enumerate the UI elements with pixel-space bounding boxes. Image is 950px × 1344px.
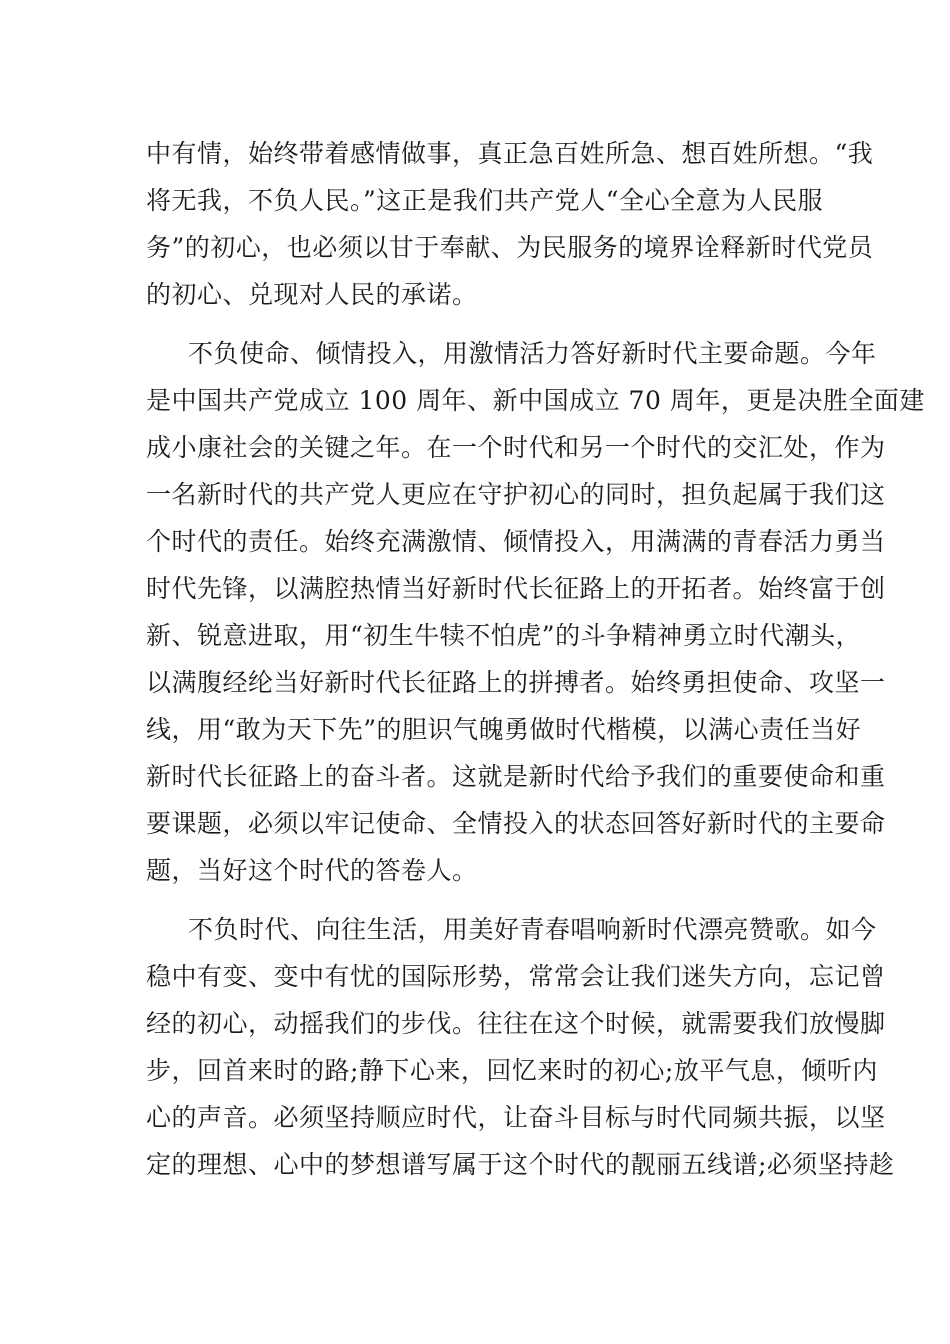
paragraph-2-line-10: 新时代长征路上的奋斗者。这就是新时代给予我们的重要使命和重 xyxy=(146,762,886,791)
paragraph-3-line-6: 定的理想、心中的梦想谱写属于这个时代的靓丽五线谱;必须坚持趁 xyxy=(146,1150,895,1179)
paragraph-2-line-7: 新、锐意进取，用“初生牛犊不怕虎”的斗争精神勇立时代潮头， xyxy=(146,621,862,650)
paragraph-2-line-4: 一名新时代的共产党人更应在守护初心的同时，担负起属于我们这 xyxy=(146,480,886,509)
paragraph-3-line-4: 步，回首来时的路;静下心来，回忆来时的初心;放平气息，倾听内 xyxy=(146,1056,878,1085)
paragraph-2-line-12: 题，当好这个时代的答卷人。 xyxy=(146,856,478,885)
paragraph-3-line-1: 不负时代、向往生活，用美好青春唱响新时代漂亮赞歌。如今 xyxy=(188,915,877,944)
paragraph-1-line-4: 的初心、兑现对人民的承诺。 xyxy=(146,280,478,309)
paragraph-1-line-1: 中有情，始终带着感情做事，真正急百姓所急、想百姓所想。“我 xyxy=(146,139,874,168)
paragraph-2-line-9: 线，用“敢为天下先”的胆识气魄勇做时代楷模，以满心责任当好 xyxy=(146,715,862,744)
paragraph-3-line-5: 心的声音。必须坚持顺应时代，让奋斗目标与时代同频共振，以坚 xyxy=(146,1103,886,1132)
paragraph-1-line-2: 将无我，不负人民。”这正是我们共产党人“全心全意为人民服 xyxy=(146,186,824,215)
paragraph-3-line-3: 经的初心，动摇我们的步伐。往往在这个时候，就需要我们放慢脚 xyxy=(146,1009,886,1038)
paragraph-3-line-2: 稳中有变、变中有忧的国际形势，常常会让我们迷失方向，忘记曾 xyxy=(146,962,886,991)
paragraph-2-line-6: 时代先锋，以满腔热情当好新时代长征路上的开拓者。始终富于创 xyxy=(146,574,886,603)
paragraph-2-line-8: 以满腹经纶当好新时代长征路上的拼搏者。始终勇担使命、攻坚一 xyxy=(146,668,886,697)
paragraph-2-line-1: 不负使命、倾情投入，用激情活力答好新时代主要命题。今年 xyxy=(188,339,877,368)
paragraph-1-line-3: 务”的初心，也必须以甘于奉献、为民服务的境界诠释新时代党员 xyxy=(146,233,874,262)
paragraph-2-line-5: 个时代的责任。始终充满激情、倾情投入，用满满的青春活力勇当 xyxy=(146,527,886,556)
paragraph-2-line-2: 是中国共产党成立 100 周年、新中国成立 70 周年，更是决胜全面建 xyxy=(146,386,925,415)
paragraph-2-line-3: 成小康社会的关键之年。在一个时代和另一个时代的交汇处，作为 xyxy=(146,433,886,462)
paragraph-2-line-11: 要课题，必须以牢记使命、全情投入的状态回答好新时代的主要命 xyxy=(146,809,886,838)
